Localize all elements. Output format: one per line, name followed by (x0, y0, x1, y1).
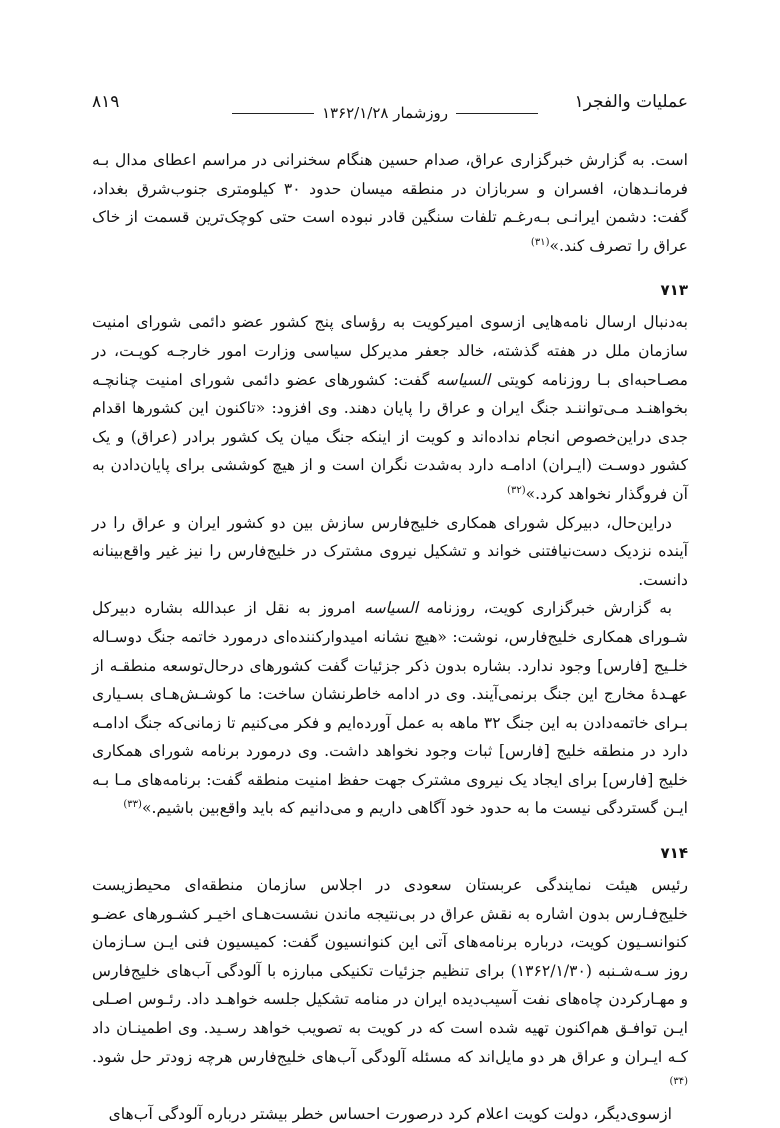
paragraph: دراین‌حال، دبیرکل شورای همکاری خلیج‌فارس سازش بین دو کشور ایران و عراق را در آینده نزدیک دست‌نیافتنی خواند و تشکیل نیروی مشترک در خلیج‌فارس را نیز غیر واقع‌بینانه دانست. (92, 513, 688, 589)
paragraph (92, 146, 688, 260)
paragraph: ازسوی‌دیگر، دولت کویت اعلام کرد درصورت احساس خطر بیشتر درباره آلودگی آب‌های (108, 1104, 672, 1123)
paragraph-text: گفت: کشورهای عضو دائمی شورای امنیت چنانچـه بخواهنـد مـی‌تواننـد جنگ ایران و عراق را پایان دهند. وی افزود: «تاکنون این کشورها اقدام جدی دراین‌خصوص انجام نداده‌اند و کویت از اینکه جنگ میان یک کشور برادر (عراق) و یک کشور دوسـت (ایـران) ادامـه دارد به‌شدت نگران است و از هیچ کوششی برای پایان‌دادن به آن فروگذار نخواهد کرد.» (92, 370, 688, 503)
paragraph-text: رئیس هیئت نمایندگی عربستان سعودی در اجلاس سازمان منطقه‌ای محیط‌زیست خلیج‌فـارس بدون اشاره به نقش عراق در بی‌نتیجه ماندن نشست‌هـای اخیـر کشـورهای عضـو کنوانسـیون کویت، درباره برنامه‌های آتی این کنوانسیون گفت: کمیسیون فنی ایـن سـازمان روز سـه‌شـنبه (۱۳۶۲/۱/۳۰) برای تنظیم جزئیات تکنیکی مبارزه با آلودگی آب‌های خلیج‌فارس و مهـارکردن چاه‌های نفت آسیب‌دیده ایران در منامه تشکیل جلسه خواهـد داد. رئـوس اصـلی ایـن توافـق هم‌اکنون تهیه شده است که در کویت به تصویب خواهد رسـید. وی اطمینـان داد کـه ایـران و عراق هر دو مایل‌اند که مسئله آلودگی آب‌های خلیج‌فارس هرچه زودتر حل شود. (92, 876, 688, 1066)
running-header (92, 92, 688, 124)
paragraph (92, 594, 688, 823)
newspaper-name: السیاسه (436, 370, 491, 389)
diary-date: روزشمار ۱۳۶۲/۱/۲۸ (321, 104, 449, 122)
footnote-ref: (۳۳) (123, 799, 142, 811)
paragraph-text: به‌دنبال ارسال نامه‌هایی ازسوی امیرکویت به رؤسای پنج کشور عضو دائمی شورای امنیت سازمان ملل در هفته گذشته، خالد جعفر مدیرکل سیاسی وزارت امور خارجـه کویـت، در مصـاحبه‌ای بـا روزنامه کویتی (92, 313, 689, 389)
paragraph-text: امروز به نقل از عبدالله بشاره دبیرکل شـورای همکاری خلیج‌فارس، نوشت: «هیچ نشانه امیدوارکننده‌ای درمورد خاتمه جنگ دوسـاله خلـیج [فارس] وجود ندارد. بشاره بدون ذکر جزئیات گفت کشورهای درحال‌توسعه منطقـه از عهـدهٔ مخارج این جنگ برنمی‌آیند. وی در ادامه خاطرنشان ساخت: ما کوشـش‌هـای بسـیاری بـرای خاتمه‌دادن به این جنگ ۳۲ ماهه به عمل آورده‌ایم و فکر می‌کنیم تا زمانی‌که جنگ ادامـه دارد در منطقه خلیج [فارس] ثبات وجود نخواهد داشت. وی درمورد برنامه شورای همکاری خلیج [فارس] برای ایجاد یک نیروی مشترک جهت حفظ امنیت منطقه گفت: برنامه‌های مـا بـه ایـن گستردگی نیست ما به حدود خود آگاهی داریم و می‌دانیم که باید واقع‌بین باشیم.» (92, 599, 688, 818)
page-body (92, 146, 688, 1128)
newspaper-name: السیاسه (364, 599, 418, 618)
entry-number-714: ۷۱۴ (660, 844, 688, 863)
entry-number-713: ۷۱۳ (660, 281, 688, 300)
paragraph (92, 308, 688, 508)
book-title: عملیات والفجر۱ (574, 92, 688, 112)
page-number: ۸۱۹ (92, 92, 120, 112)
footnote-ref: (۳۱) (530, 236, 550, 248)
footnote-ref: (۳۲) (507, 484, 526, 496)
header-date-line (232, 104, 538, 122)
footnote-ref: (۳۴) (669, 1076, 688, 1088)
paragraph-text: به گزارش خبرگزاری کویت، روزنامه (426, 599, 672, 618)
header-rule-right (456, 113, 538, 114)
paragraph (92, 871, 688, 1100)
header-rule-left (232, 113, 314, 114)
paragraph-text: است. به گزارش خبرگزاری عراق، صدام حسین هنگام سخنرانی در مراسم اعطای مدال بـه فرمانـدهان، افسران و سربازان در منطقه میسان حدود ۳۰ کیلومتری جنوب‌شرق بغداد، گفت: دشمن ایرانـی بـه‌رغـم تلفات سنگین قادر نبوده است حتی کوچک‌ترین قسمت از خاک عراق را تصرف کند.» (92, 151, 689, 255)
